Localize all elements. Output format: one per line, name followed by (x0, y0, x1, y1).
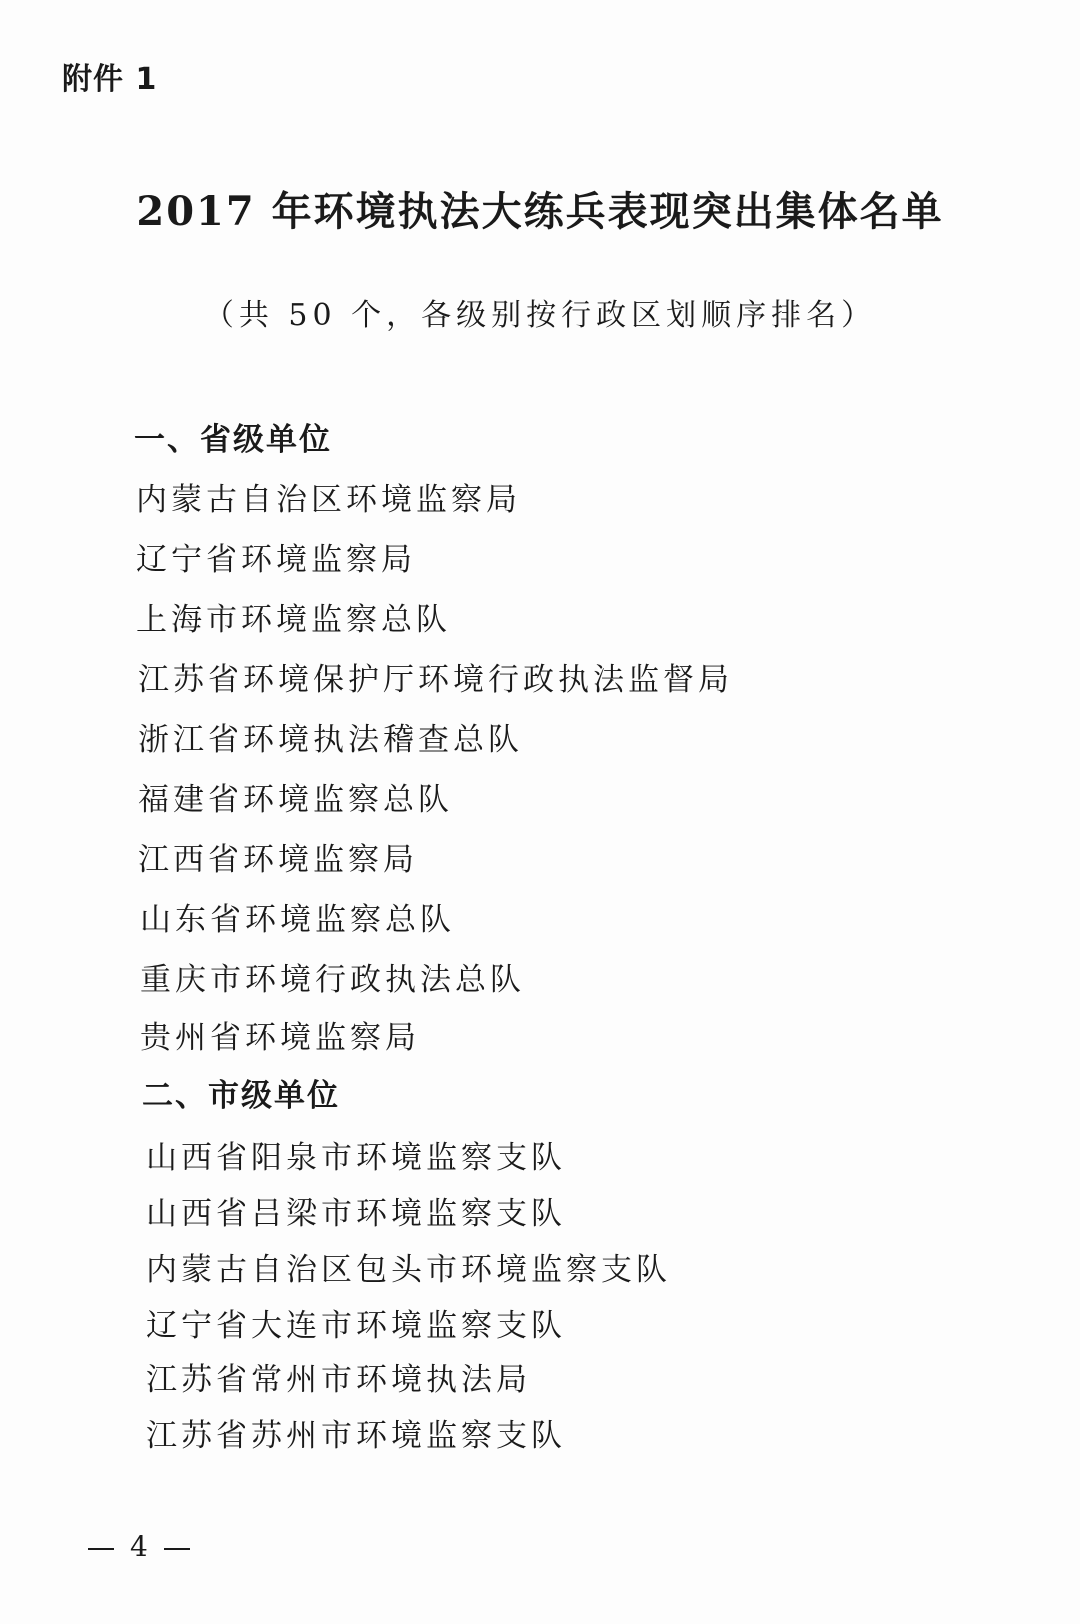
list-item: 重庆市环境行政执法总队 (140, 962, 525, 998)
list-item: 上海市环境监察总队 (136, 602, 451, 638)
list-item: 内蒙古自治区环境监察局 (136, 482, 521, 518)
list-item: 浙江省环境执法稽查总队 (138, 722, 523, 758)
list-item: 辽宁省环境监察局 (136, 542, 416, 578)
list-item: 山西省阳泉市环境监察支队 (146, 1140, 566, 1176)
list-item: 山东省环境监察总队 (140, 902, 455, 938)
page-number: 4 (130, 1530, 148, 1563)
document-title: 2017 年环境执法大练兵表现突出集体名单 (136, 188, 944, 235)
list-item: 江西省环境监察局 (138, 842, 418, 878)
list-item: 内蒙古自治区包头市环境监察支队 (146, 1252, 671, 1288)
attachment-label: 附件 1 (62, 62, 158, 97)
section-heading-provincial: 一、省级单位 (134, 422, 332, 458)
footer-dash-left (88, 1548, 114, 1550)
section-heading-municipal: 二、市级单位 (142, 1078, 340, 1114)
page-footer (88, 1530, 190, 1563)
list-item: 山西省吕梁市环境监察支队 (146, 1196, 566, 1232)
list-item: 江苏省苏州市环境监察支队 (146, 1418, 566, 1454)
list-item: 福建省环境监察总队 (138, 782, 453, 818)
list-item: 辽宁省大连市环境监察支队 (146, 1308, 566, 1344)
footer-dash-right (164, 1548, 190, 1550)
list-item: 贵州省环境监察局 (140, 1020, 420, 1056)
list-item: 江苏省常州市环境执法局 (146, 1362, 531, 1398)
list-item: 江苏省环境保护厅环境行政执法监督局 (138, 662, 733, 698)
document-subtitle: （共 50 个，各级别按行政区划顺序排名） (203, 298, 877, 333)
